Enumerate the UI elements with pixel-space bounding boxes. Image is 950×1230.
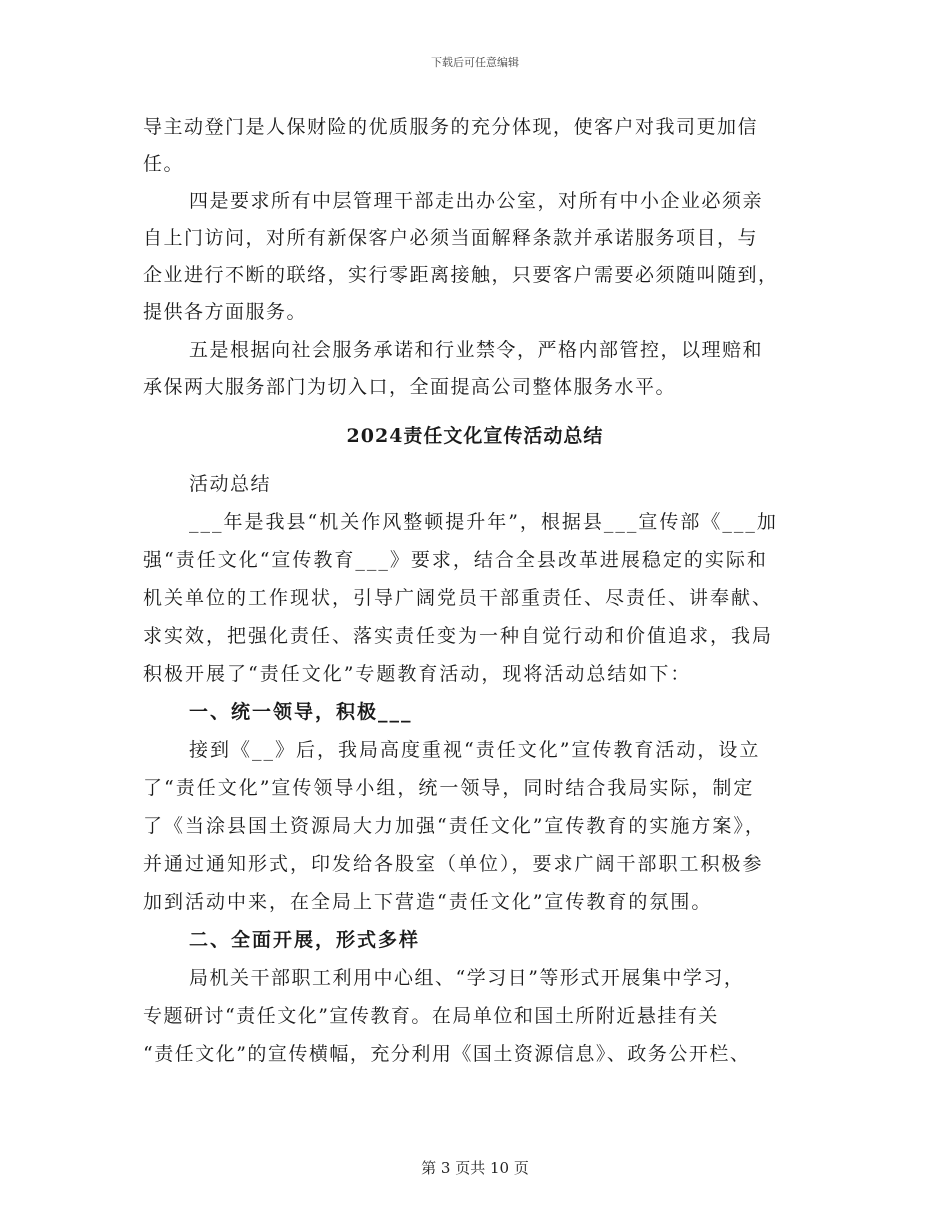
paragraph-line: 提供各方面服务。 [143, 301, 308, 323]
paragraph-line: 并通过通知形式，印发给各股室（单位），要求广阔干部职工积极参 [143, 853, 764, 875]
section-heading: 二、全面开展，形式多样 [189, 929, 421, 951]
paragraph-line: 导主动登门是人保财险的优质服务的充分体现，使客户对我司更加信 [143, 116, 759, 138]
paragraph-line: 局机关干部职工利用中心组、“学习日”等形式开展集中学习， [189, 967, 745, 989]
page-header: 下载后可任意编辑 [431, 56, 519, 69]
paragraph-line: 强“责任文化“宣传教育___》要求，结合全县改革进展稳定的实际和 [143, 549, 768, 571]
paragraph-line: 接到《__》后，我局高度重视“责任文化”宣传教育活动，设立 [189, 739, 761, 761]
paragraph-line: “责任文化”的宣传横幅，充分利用《国土资源信息》、政务公开栏、 [143, 1043, 751, 1065]
paragraph-line: 积极开展了“责任文化”专题教育活动，现将活动总结如下： [143, 663, 692, 685]
paragraph-line: 任。 [143, 153, 185, 175]
paragraph-line: 求实效，把强化责任、落实责任变为一种自觉行动和价值追求，我局 [143, 625, 774, 647]
paragraph-line: ___年是我县“机关作风整顿提升年”，根据县___宣传部《___加 [189, 511, 778, 533]
section-heading: 一、统一领导，积极___ [189, 701, 413, 723]
paragraph-line: 五是根据向社会服务承诺和行业禁令，严格内部管控，以理赔和 [189, 339, 764, 361]
paragraph-line: 专题研讨“责任文化”宣传教育。在局单位和国土所附近悬挂有关 [143, 1005, 719, 1027]
paragraph-line: 自上门访问，对所有新保客户必须当面解释条款并承诺服务项目，与 [143, 227, 759, 249]
page-footer: 第 3 页共 10 页 [421, 1159, 529, 1177]
paragraph-line: 机关单位的工作现状，引导广阔党员干部重责任、尽责任、讲奉献、 [143, 587, 774, 609]
paragraph-line: 承保两大服务部门为切入口，全面提高公司整体服务水平。 [143, 376, 677, 398]
paragraph-line: 了《当涂县国土资源局大力加强“责任文化”宣传教育的实施方案》， [143, 815, 766, 837]
paragraph-line: 四是要求所有中层管理干部走出办公室，对所有中小企业必须亲 [189, 190, 764, 212]
paragraph-line: 企业进行不断的联络，实行零距离接触，只要客户需要必须随叫随到， [143, 264, 779, 286]
document-title: 2024责任文化宣传活动总结 [346, 425, 604, 447]
paragraph-line: 加到活动中来，在全局上下营造“责任文化”宣传教育的氛围。 [143, 891, 713, 913]
paragraph-line: 了“责任文化”宣传领导小组，统一领导，同时结合我局实际，制定 [143, 777, 755, 799]
section-label: 活动总结 [189, 473, 272, 495]
